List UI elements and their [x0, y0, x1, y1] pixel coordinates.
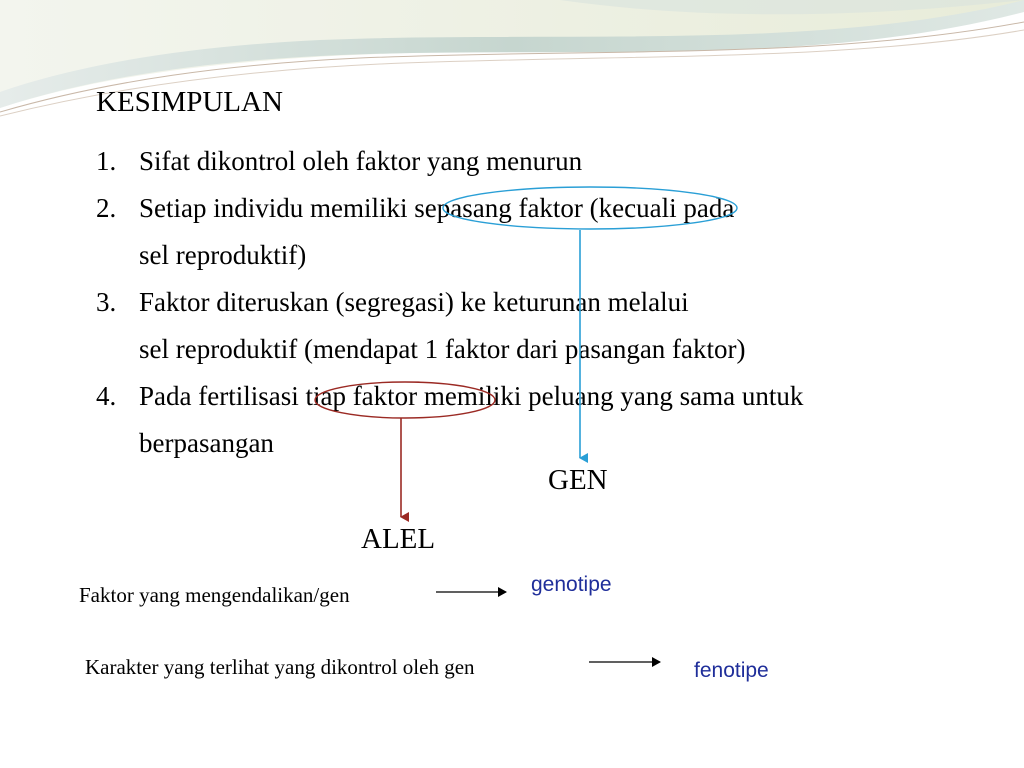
list-item-text-continued: sel reproduktif (mendapat 1 faktor dari pasangan faktor)	[139, 334, 746, 364]
list-item-text: Faktor diteruskan (segregasi) ke keturunan melalui	[139, 287, 689, 317]
definition-text-genotype: Faktor yang mengendalikan/gen	[79, 583, 350, 607]
list-item-text-continued: berpasangan	[139, 428, 274, 458]
list-item-text: Sifat dikontrol oleh faktor yang menurun	[139, 146, 583, 176]
list-item-text: Setiap individu memiliki sepasang faktor (kecuali pada	[139, 193, 735, 223]
list-item-number: 2.	[96, 193, 117, 223]
slide-title: KESIMPULAN	[96, 86, 283, 118]
gen-label: GEN	[548, 464, 608, 496]
sepasang-faktor-highlight-ellipse	[443, 187, 737, 229]
list-item-number: 4.	[96, 381, 117, 411]
list-item-text: Pada fertilisasi tiap faktor memiliki peluang yang sama untuk	[139, 381, 804, 411]
list-item-text-continued: sel reproduktif)	[139, 240, 307, 270]
list-item-number: 3.	[96, 287, 117, 317]
list-item-number: 1.	[96, 146, 117, 176]
faktor-highlight-ellipse	[315, 382, 495, 418]
alel-label: ALEL	[361, 523, 436, 555]
phenotype-term: fenotipe	[694, 659, 769, 682]
genotype-term: genotipe	[531, 573, 612, 596]
definition-text-phenotype: Karakter yang terlihat yang dikontrol oleh gen	[85, 655, 475, 679]
